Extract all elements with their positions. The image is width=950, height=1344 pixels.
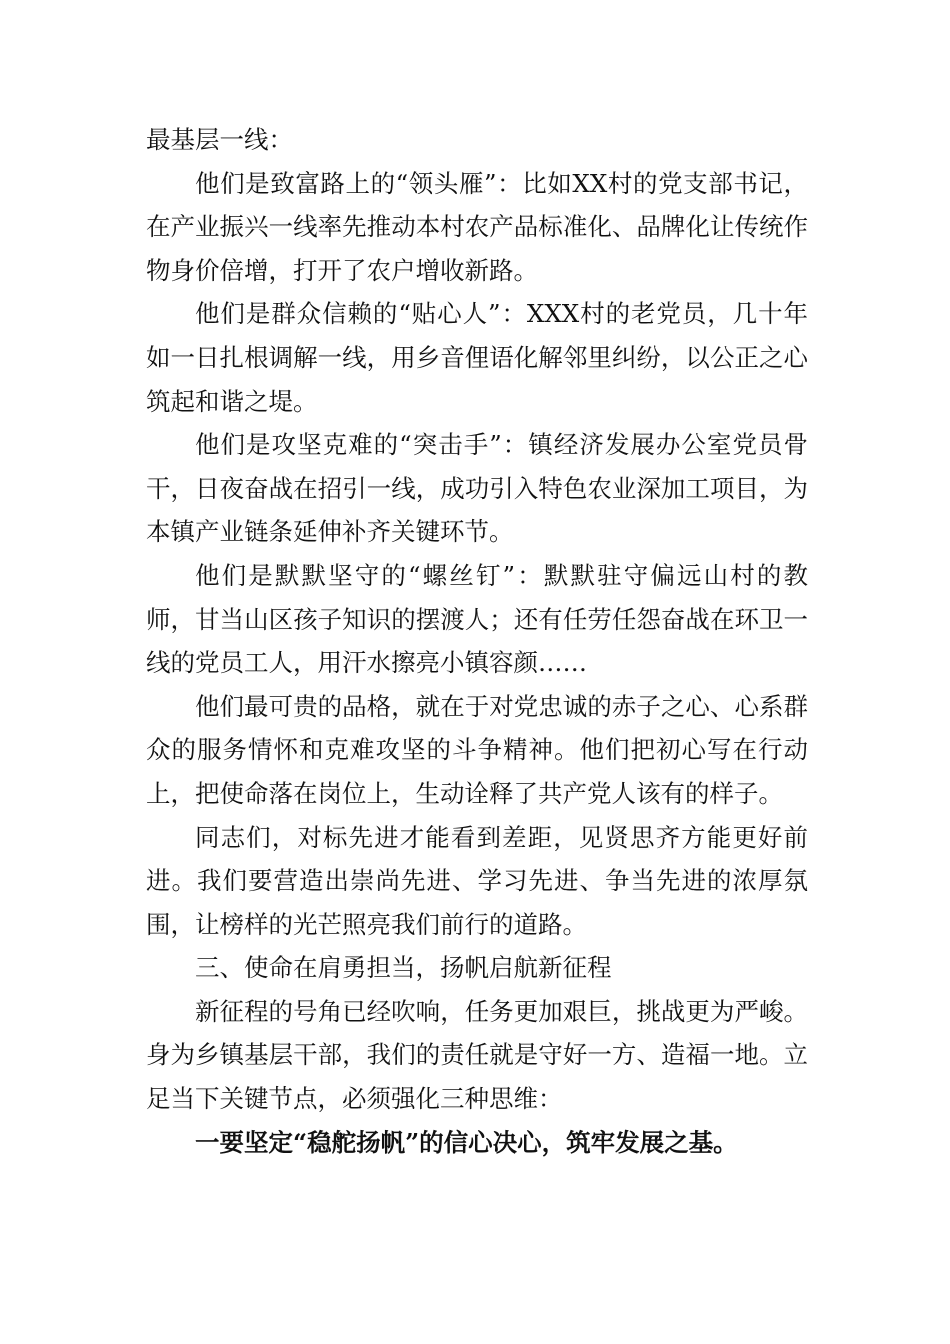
- paragraph-comrades: 同志们，对标先进才能看到差距，见贤思齐方能更好前进。我们要营造出崇尚先进、学习先进、争当先进的浓厚氛围，让榜样的光芒照亮我们前行的道路。: [146, 822, 808, 939]
- paragraph-new-journey: 新征程的号角已经吹响，任务更加艰巨，挑战更为严峻。身为乡镇基层干部，我们的责任就是守好一方、造福一地。立足当下关键节点，必须强化三种思维：: [146, 996, 808, 1114]
- paragraph-assault-hand: 他们是攻坚克难的“突击手”：镇经济发展办公室党员骨干，日夜奋战在招引一线，成功引入特色农业深加工项目，为本镇产业链条延伸补齐关键环节。: [146, 430, 808, 547]
- paragraph-trusted-person: 他们是群众信赖的“贴心人”：XXX村的老党员，几十年如一日扎根调解一线，用乡音俚语化解邻里纠纷，以公正之心筑起和谐之堤。: [146, 299, 808, 416]
- section-heading-three: 三、使命在肩勇担当，扬帆启航新征程: [195, 953, 612, 983]
- paragraph-screw: 他们是默默坚守的“螺丝钉”：默默驻守偏远山村的教师，甘当山区孩子知识的摆渡人；还有任劳任怨奋战在环卫一线的党员工人，用汗水擦亮小镇容颜……: [146, 560, 808, 678]
- paragraph-lead-goose: 他们是致富路上的“领头雁”：比如XX村的党支部书记，在产业振兴一线率先推动本村农产品标准化、品牌化让传统作物身价倍增，打开了农户增收新路。: [146, 168, 808, 285]
- paragraph-first-point: 一要坚定“稳舵扬帆”的信心决心，筑牢发展之基。: [195, 1127, 738, 1157]
- document-page: [146, 118, 808, 1164]
- paragraph-character: 他们最可贵的品格，就在于对党忠诚的赤子之心、心系群众的服务情怀和克难攻坚的斗争精神。他们把初心写在行动上，把使命落在岗位上，生动诠释了共产党人该有的样子。: [146, 691, 808, 808]
- paragraph-grassroots-intro: 最基层一线：: [146, 125, 293, 154]
